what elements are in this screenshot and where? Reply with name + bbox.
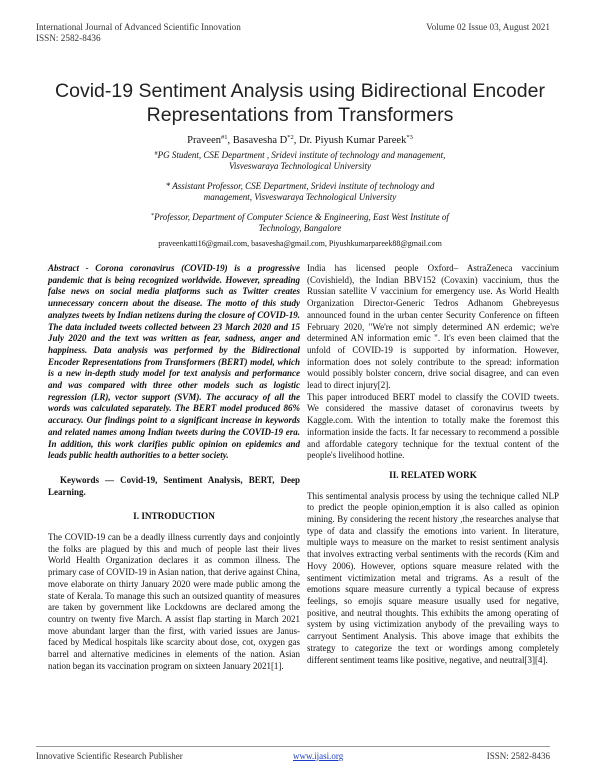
right-column xyxy=(307,263,559,666)
intro-heading: I. INTRODUCTION xyxy=(133,511,215,522)
author-line: Praveen$^{\#1}$, Basavesha $D^{*2}$, Dr. Piyush Kumar Pareek$^{*3}$ xyxy=(187,134,413,146)
journal-name: International Journal of Advanced Scientific Innovation xyxy=(36,22,241,32)
journal-issn: ISSN: 2582-8436 xyxy=(36,32,101,43)
affiliation-1-mark: # xyxy=(154,151,158,157)
author-emails: praveenkatti16@gmail.com, basavesha@gmail.com, Piyushkumarpareek88@gmail.com xyxy=(158,239,442,248)
related-work-paragraph: This sentimental analysis process by using the technique called NLP to predict the people opinion,emption it is also called as opinion mining. By considering the recent history ,the researches analyse that type of data and classify the emotions into varient. In literature, multiple ways to measure on the market to resist sentiment analysis that involves extracting verbal sentiments with the records (Kim and Hovy 2006). However, options square measure related with the sentiment victimization metal and trigrams. As a result of the emotions square measure currently a typical because of express feelings, so emojis square measure usually used for negative, positive, and neutral thoughts. This exhibits the among operating of system by using victimization anybody of the prevailing ways to carryout Sentiment Analysis. This above image that exhibits the strategy to categorize the text or wordings among completely different sentiment teams like positive, negative, and neutral[3][4]. xyxy=(307,490,559,665)
author-1-mark: #1 xyxy=(220,134,228,141)
author-2-mark: *2 xyxy=(287,134,294,141)
left-column xyxy=(48,263,300,673)
author-3: Dr. Piyush Kumar Pareek xyxy=(299,135,407,146)
author-2: Basavesha D xyxy=(232,135,288,146)
affiliation-3-text: Professor, Department of Computer Science & Engineering, East West Institute of Technology, Bangalore xyxy=(154,212,449,234)
related-work-heading: II. RELATED WORK xyxy=(389,469,477,480)
affiliation-3 xyxy=(150,211,450,235)
affiliation-2-text: Assistant Professor, CSE Department, Sridevi institute of technology and management, Visveswaraya Technological University xyxy=(172,181,435,203)
affiliation-1 xyxy=(150,149,450,173)
abstract: Abstract - Corona coronavirus (COVID-19) is a progressive pandemic that is being recognized worldwide. However, spreading false news on social media platforms such as Twitter creates unnecessary concern about the disease. The motto of this study analyzes tweets by Indian netizens during the closure of COVID-19. The data included tweets collected between 23 March 2020 and 15 July 2020 and the text was written as fear, sadness, anger and happiness. Data analysis was performed by the Bidirectional Encoder Representations from Transformers (BERT) model, which is a new in-depth study model for text analysis and performance and was compared with three other models such as logistic regression (LR), vector support (SVM). The accuracy of all the words was calculated separately. The BERT model produced 86% accuracy. Our findings point to a significant increase in keywords and related names among Indian tweets during the COVID-19 era. In addition, this work clarifies public opinion on epidemics and leads public health authorities to a better society. xyxy=(48,263,300,461)
author-1: Praveen xyxy=(187,135,221,146)
running-header-right: Volume 02 Issue 03, August 2021 xyxy=(426,22,550,32)
running-header-left xyxy=(36,22,241,43)
paper-title: Covid-19 Sentiment Analysis using Bidirectional Encoder Representations from Transformers xyxy=(55,80,545,126)
footer-rule xyxy=(36,746,550,747)
affiliation-2 xyxy=(150,181,450,204)
affiliation-2-mark: * xyxy=(165,181,171,191)
keywords: Keywords — Covid-19, Sentiment Analysis, BERT, Deep Learning. xyxy=(48,474,300,497)
footer-issn: ISSN: 2582-8436 xyxy=(486,751,550,761)
affiliation-3-mark: * xyxy=(151,213,155,219)
footer-url-link[interactable]: www.ijasi.org xyxy=(293,751,344,761)
footer-publisher: Innovative Scientific Research Publisher xyxy=(36,751,183,761)
intro-paragraph-2: India has licensed people Oxford– AstraZeneca vaccinium (Covishield), the Indian BBV152 (Covaxin) vaccinium, thus the Russian satellite V vaccinium for emergency use. As World Health Organization Director-Generic Tedros Adhanom Ghebreyesus announced found in the urban center Security Conference on fifteen February 2020, "We're not simply determined AN erdemic; we're determined AN information emic ". It's even been claimed that the unfold of COVID-19 is supported by information. However, information does not solely contribute to the spread: information would possibly bolster concern, drive social disagree, and can even lead to direct injury[2]. xyxy=(307,263,559,391)
intro-paragraph-3: This paper introduced BERT model to classify the COVID tweets. We considered the massive dataset of coronavirus tweets by Kaggle.com. With the intention to totally make the foremost this information inside the facts. It far necessary to recommend a possible and affordable category technique for the textual content of the people's livelihood hotline. xyxy=(307,391,559,461)
intro-paragraph: The COVID-19 can be a deadly illness currently days and conjointly the folks are plagued by this and much of people last their lives World Health Organization declares it as common illness. The primary case of COVID-19 in Asian nation, that derive against China, move elaborate on thirty January 2020 were made public among the state of Kerala. To manage this such an outsized quantity of measures are taken by government like Lockdowns are declared among the country on twenty five March. A assist flap starting in March 2021 move abundant larger than the first, with varied issues are Janus-faced by Medical hospitals like scarcity about dose, cot, oxygen gas barrel and alternative medicines in elements of the nation. Asian nation began its vaccination program on sixteen January 2021[1]. xyxy=(48,532,300,671)
author-3-mark: *3 xyxy=(406,134,413,141)
affiliation-1-text: PG Student, CSE Department , Sridevi institute of technology and management, Visveswaraya Technological University xyxy=(157,150,446,172)
